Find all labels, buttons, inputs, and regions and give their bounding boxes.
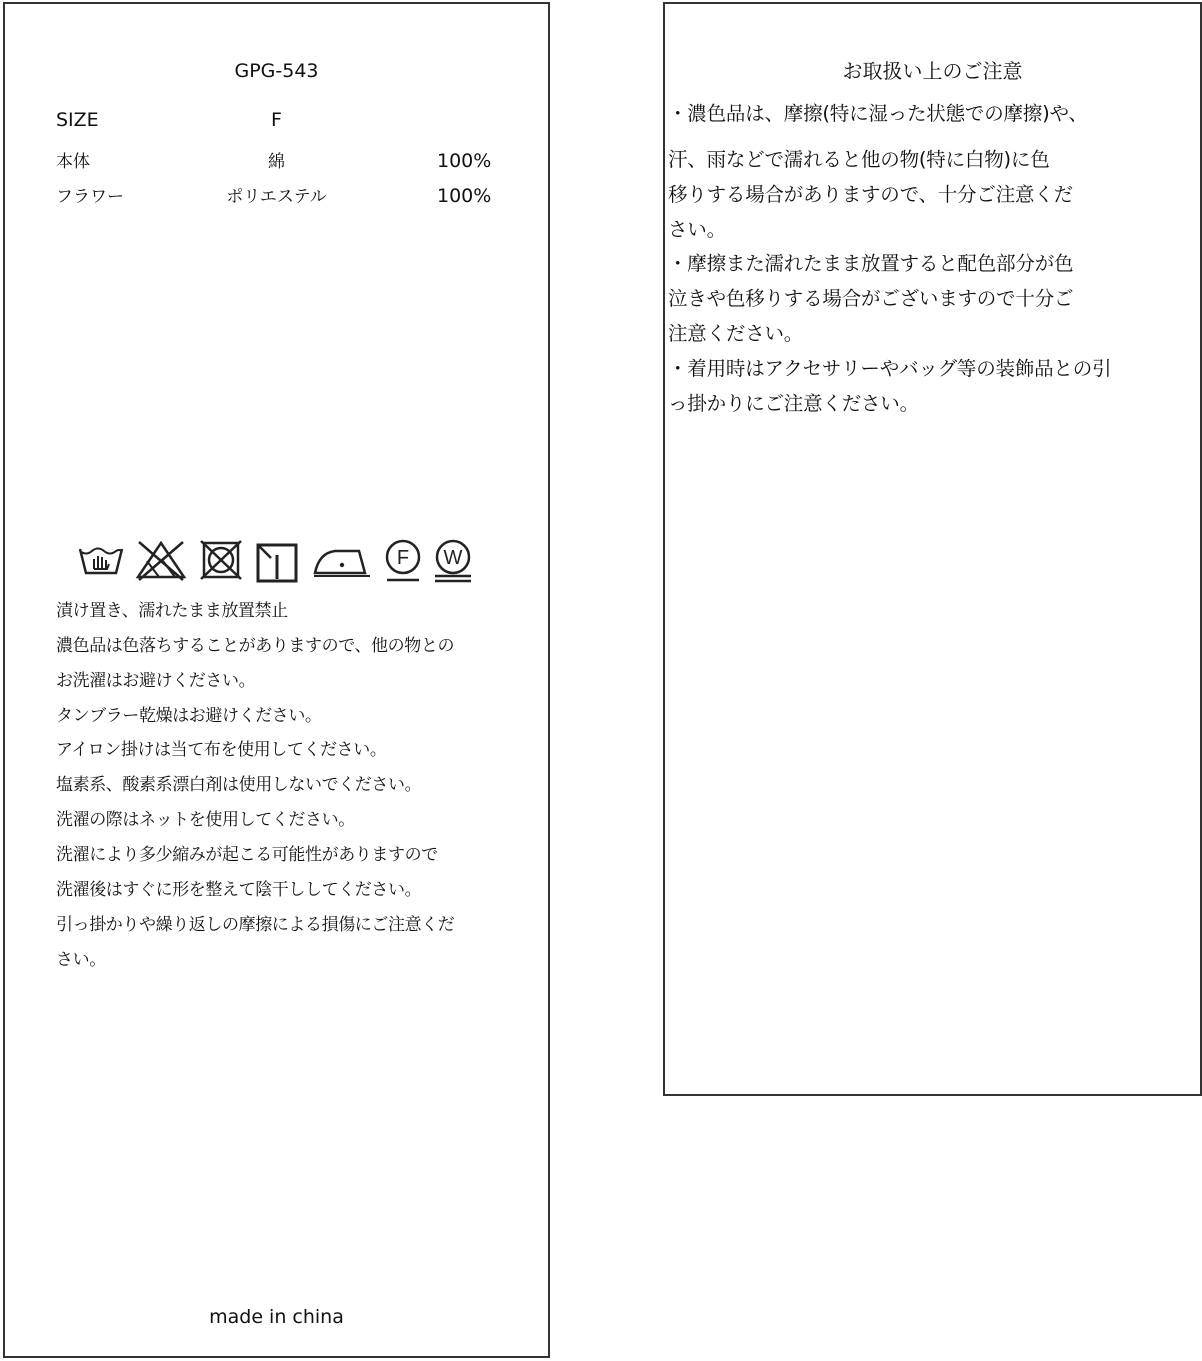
- wet-clean-letter: W: [443, 547, 463, 569]
- care-instruction: 洗濯の際はネットを使用してください。: [56, 810, 355, 830]
- care-instruction: お洗濯はお避けください。: [56, 671, 256, 691]
- care-instruction: さい。: [56, 950, 106, 970]
- care-instruction: 洗濯により多少縮みが起こる可能性がありますので: [56, 845, 438, 865]
- composition-part: フラワー: [56, 187, 124, 207]
- notice-line: ・摩擦また濡れたまま放置すると配色部分が色: [668, 252, 1074, 275]
- care-instruction: タンブラー乾燥はお避けください。: [56, 706, 322, 726]
- notice-line: っ掛かりにご注意ください。: [668, 392, 919, 415]
- no-bleach-icon: [135, 539, 187, 581]
- care-instruction: 洗濯後はすぐに形を整えて陰干ししてください。: [56, 880, 422, 900]
- care-instruction: 引っ掛かりや繰り返しの摩擦による損傷にご注意くだ: [56, 915, 455, 935]
- notice-line: 泣きや色移りする場合がございますので十分ご: [668, 287, 1074, 310]
- no-tumble-dry-icon: [199, 539, 243, 581]
- care-label-right: [663, 2, 1202, 1096]
- composition-material: 綿: [268, 152, 285, 172]
- care-instruction: 漬け置き、濡れたまま放置禁止: [56, 601, 288, 621]
- notice-title: お取扱い上のご注意: [842, 59, 1023, 83]
- care-instruction: 塩素系、酸素系漂白剤は使用しないでください。: [56, 775, 422, 795]
- hand-wash-icon: [77, 539, 125, 579]
- composition-percent: 100%: [437, 150, 492, 172]
- composition-material: ポリエステル: [226, 187, 327, 207]
- notice-line: ・濃色品は、摩擦(特に湿った状態での摩擦)や、: [668, 102, 1088, 125]
- composition-percent: 100%: [437, 185, 492, 207]
- size-value: F: [271, 109, 282, 131]
- care-instruction: アイロン掛けは当て布を使用してください。: [56, 740, 387, 760]
- dry-clean-letter: F: [396, 547, 410, 569]
- notice-line: ・着用時はアクセサリーやバッグ等の装飾品との引: [668, 357, 1112, 380]
- size-label: SIZE: [56, 109, 99, 131]
- notice-line: 汗、雨などで濡れると他の物(特に白物)に色: [668, 148, 1050, 171]
- origin-text: made in china: [209, 1306, 344, 1328]
- iron-low-icon: [313, 539, 371, 579]
- care-label-left: [3, 2, 550, 1358]
- composition-part: 本体: [56, 152, 90, 172]
- notice-line: 移りする場合がありますので、十分ご注意くだ: [668, 183, 1073, 206]
- line-dry-shade-icon: [255, 539, 299, 583]
- care-instruction: 濃色品は色落ちすることがありますので、他の物との: [56, 636, 455, 656]
- product-code: GPG-543: [234, 60, 319, 82]
- dry-clean-f-icon: [383, 539, 423, 583]
- notice-line: さい。: [668, 218, 726, 241]
- notice-line: 注意ください。: [668, 322, 804, 345]
- wet-clean-w-icon: [431, 539, 475, 583]
- care-symbols: [77, 539, 477, 584]
